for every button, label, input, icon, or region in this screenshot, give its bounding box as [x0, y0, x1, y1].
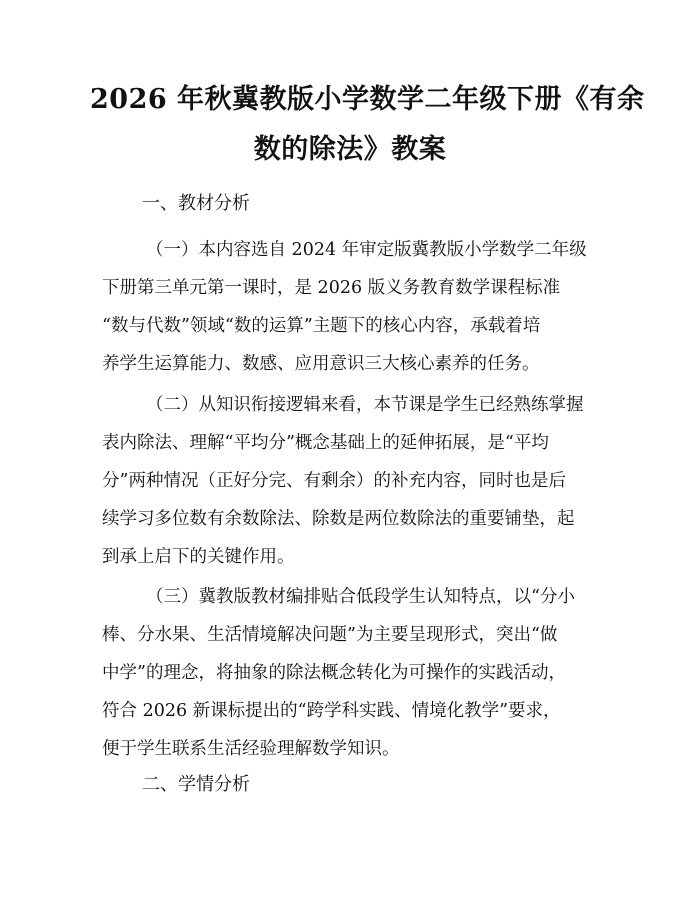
paragraph-2-line-1: （二）从知识衔接逻辑来看，本节课是学生已经熟练掌握 — [146, 395, 584, 415]
paragraph-3-line-5: 便于学生联系生活经验理解数学知识。 — [102, 739, 400, 759]
paragraph-3-line-2: 棒、分水果、生活情境解决问题”为主要呈现形式，突出“做 — [102, 625, 558, 645]
paragraph-3-line-3: 中学”的理念，将抽象的除法概念转化为可操作的实践活动， — [102, 663, 566, 683]
section-heading-learner-analysis: 二、学情分析 — [142, 774, 250, 795]
document-title-line-2: 数的除法》教案 — [253, 134, 447, 165]
paragraph-2-line-5: 到承上启下的关键作用。 — [102, 547, 295, 567]
paragraph-1-line-1: （一）本内容选自 2024 年审定版冀教版小学数学二年级 — [146, 240, 587, 260]
paragraph-1-line-4: 养学生运算能力、数感、应用意识三大核心素养的任务。 — [102, 354, 540, 374]
paragraph-2-line-2: 表内除法、理解“平均分”概念基础上的延伸拓展，是“平均 — [102, 433, 549, 453]
paragraph-2 — [102, 386, 602, 576]
paragraph-1-line-2: 下册第三单元第一课时，是 2026 版义务教育数学课程标准 — [102, 278, 561, 298]
document-title-line-1: 2026 年秋冀教版小学数学二年级下册《有余 — [90, 84, 645, 115]
paragraph-1 — [102, 231, 602, 383]
paragraph-2-line-4: 续学习多位数有余数除法、除数是两位数除法的重要铺垫，起 — [102, 509, 575, 529]
paragraph-1-line-3: “数与代数”领域“数的运算”主题下的核心内容，承载着培 — [102, 316, 541, 336]
paragraph-3-line-4: 符合 2026 新课标提出的“跨学科实践、情境化教学”要求， — [102, 701, 561, 721]
paragraph-3-line-1: （三）冀教版教材编排贴合低段学生认知特点，以“分小 — [146, 587, 575, 607]
paragraph-2-line-3: 分”两种情况（正好分完、有剩余）的补充内容，同时也是后 — [102, 471, 566, 491]
paragraph-3 — [102, 578, 602, 768]
section-heading-textbook-analysis: 一、教材分析 — [142, 193, 250, 214]
